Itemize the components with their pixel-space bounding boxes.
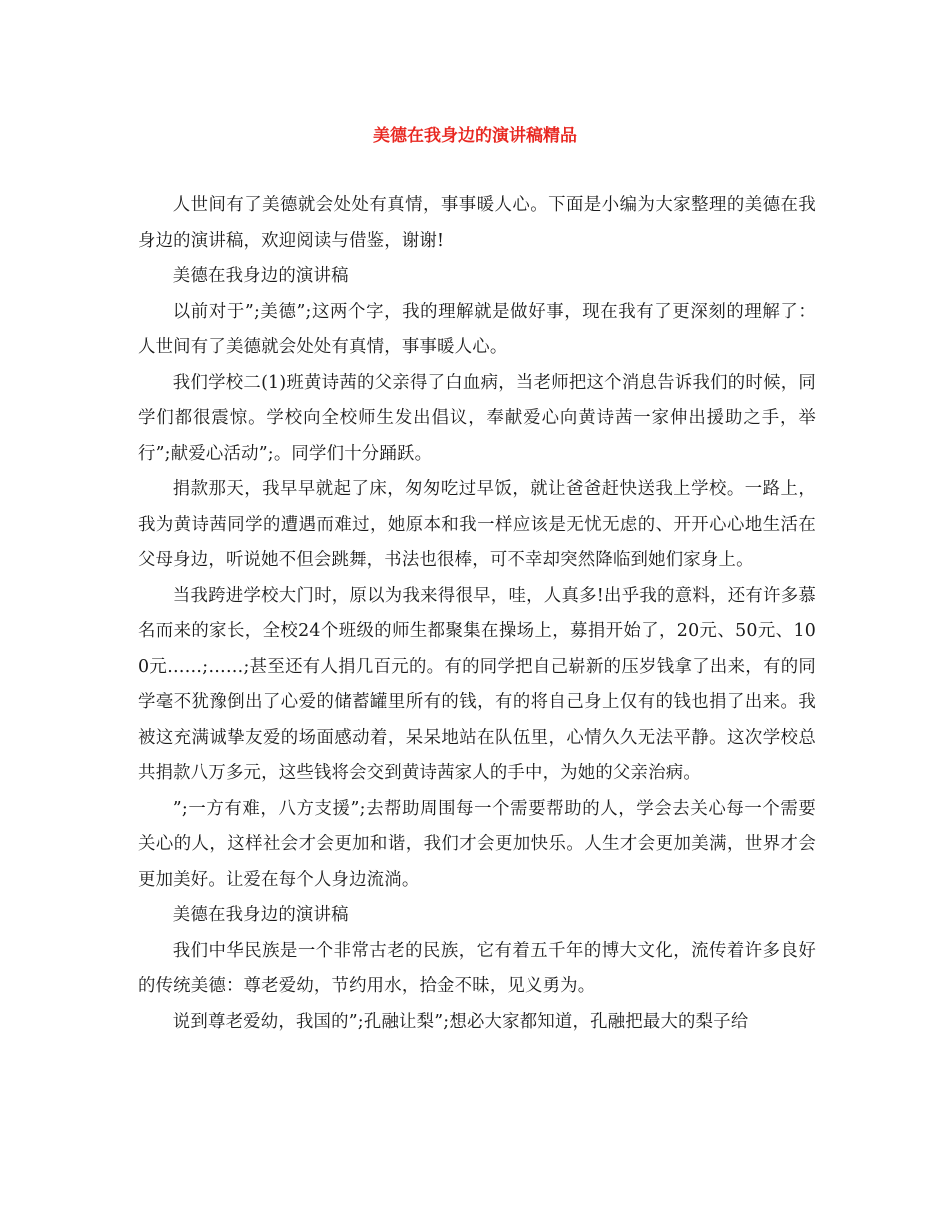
section-heading: 美德在我身边的演讲稿 [172, 266, 349, 286]
paragraph: 我们中华民族是一个非常古老的民族，它有着五千年的博大文化，流传着许多良好的传统美德：尊老爱幼，节约用水，拾金不昧，见义勇为。 [138, 940, 816, 996]
document-title: 美德在我身边的演讲稿精品 [373, 126, 577, 146]
paragraph-intro: 人世间有了美德就会处处有真情，事事暖人心。下面是小编为大家整理的美德在我身边的演讲稿，欢迎阅读与借鉴，谢谢! [138, 195, 816, 251]
paragraph: 说到尊老爱幼，我国的”;孔融让梨”;想必大家都知道，孔融把最大的梨子给 [172, 1011, 749, 1032]
paragraph: 捐款那天，我早早就起了床，匆匆吃过早饭，就让爸爸赶快送我上学校。一路上，我为黄诗茜同学的遭遇而难过，她原本和我一样应该是无忧无虑的、开开心心地生活在父母身边，听说她不但会跳舞，书法也很棒，可不幸却突然降临到她们家身上。 [138, 479, 816, 570]
paragraph: 我们学校二(1)班黄诗茜的父亲得了白血病，当老师把这个消息告诉我们的时候，同学们都很震惊。学校向全校师生发出倡议，奉献爱心向黄诗茜一家伸出援助之手，举行”;献爱心活动”;。同学们十分踊跃。 [138, 372, 816, 464]
paragraph: 当我跨进学校大门时，原以为我来得很早，哇，人真多!出乎我的意料，还有许多慕名而来的家长，全校24个班级的师生都聚集在操场上，募捐开始了，20元、50元、100元……;……;甚至还有人捐几百元的。有的同学把自己崭新的压岁钱拿了出来，有的同学毫不犹豫倒出了心爱的储蓄罐里所有的钱，有的将自己身上仅有的钱也捐了出来。我被这充满诚挚友爱的场面感动着，呆呆地站在队伍里，心情久久无法平静。这次学校总共捐款八万多元，这些钱将会交到黄诗茜家人的手中，为她的父亲治病。 [138, 585, 816, 783]
paragraph: ”;一方有难，八方支援”;去帮助周围每一个需要帮助的人，学会去关心每一个需要关心的人，这样社会才会更加和谐，我们才会更加快乐。人生才会更加美满，世界才会更加美好。让爱在每个人身边流淌。 [138, 798, 816, 890]
document-body [138, 188, 816, 1040]
paragraph: 以前对于”;美德”;这两个字，我的理解就是做好事，现在我有了更深刻的理解了：人世间有了美德就会处处有真情，事事暖人心。 [138, 301, 816, 357]
section-heading: 美德在我身边的演讲稿 [172, 905, 349, 925]
